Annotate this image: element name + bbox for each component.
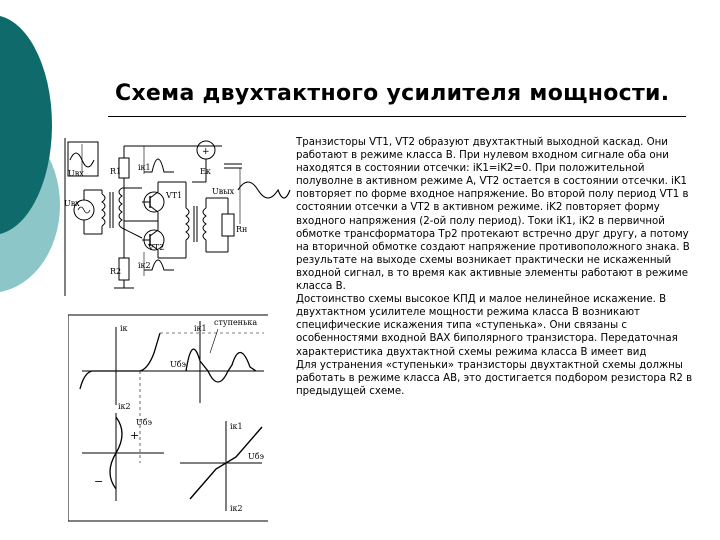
paragraph-ab-fix: Для устранения «ступеньки» транзисторы двухтактной схемы должны работать в режиме класса АВ, это достигается подбором резистора R2 в предыдущей схеме.	[296, 359, 693, 397]
label-u-bx: Uвх	[68, 169, 84, 178]
label-ik2: iк2	[138, 261, 151, 270]
label-ik2-left: iк2	[118, 402, 131, 411]
label-ube-top: Uбэ	[170, 360, 187, 369]
transfer-characteristic-graphs	[68, 313, 268, 523]
output-transformer	[186, 208, 189, 240]
label-ik-top: iк	[120, 324, 128, 333]
step-distorted-wave	[186, 349, 256, 382]
label-plus: +	[130, 429, 140, 442]
label-r2: R2	[110, 267, 122, 276]
label-ik2-bottom: iк2	[230, 504, 243, 513]
label-minus: −	[94, 475, 104, 488]
label-ube-mid: Uбэ	[136, 418, 153, 427]
label-step: ступенька	[214, 318, 258, 327]
label-u-bx-main: Uвх	[64, 199, 80, 208]
slide-title: Схема двухтактного усилителя мощности.	[115, 81, 670, 106]
title-underline	[108, 116, 686, 117]
push-pull-circuit-diagram	[62, 128, 292, 300]
paragraph-mode-b: Транзисторы VT1, VT2 образуют двухтактный выходной каскад. Они работают в режиме класса В. При нулевом входном сигнале оба они находятся в состоянии отсечки: iK1=iK2=0. При положительной полуволне в активном режиме А, VT2 остается в состоянии отсечки. iK1 повторяет по форме входное напряжение. Во второй полу период VT1 в состоянии отсечки а VT2 в активном режиме. iK2 повторяет форму входного напряжения (2-ой полу период). Токи iK1, iK2 в первичной обмотке трансформатора Тр2 протекают встречно друг другу, а потому на вторичной обмотке создают напряжение противоположного знака. В результате на выходе схемы возникает практически не искаженный входной сигнал, в то время как активные элементы работают в режиме класса В.	[296, 137, 690, 293]
label-ik1-bottom: iк1	[230, 422, 243, 431]
label-vt2: VT2	[148, 243, 165, 252]
label-rn: Rн	[236, 225, 248, 234]
label-ek: Eк	[200, 167, 211, 176]
output-sine-wave	[238, 182, 290, 198]
load-resistor	[222, 214, 234, 236]
label-ube-bottom: Uбэ	[248, 452, 265, 461]
label-vt1: VT1	[166, 191, 183, 200]
slide-body-text	[296, 136, 696, 398]
label-ik1: iк1	[138, 163, 151, 172]
label-r1: R1	[110, 167, 122, 176]
label-u-out: Uвых	[212, 187, 235, 196]
label-ik1-top: iк1	[194, 324, 207, 333]
svg-text:+: +	[202, 147, 210, 157]
paragraph-advantages: Достоинство схемы высокое КПД и малое нелинейное искажение. В двухтактном усилителе мощности режима класса В возникают специфические искажения типа «ступенька». Они связаны с особенностями входной ВАХ биполярного транзистора. Передаточная характеристика двухтактной схемы режима класса В имеет вид	[296, 294, 678, 358]
input-transformer	[102, 194, 105, 226]
input-vax-curve	[116, 333, 160, 371]
